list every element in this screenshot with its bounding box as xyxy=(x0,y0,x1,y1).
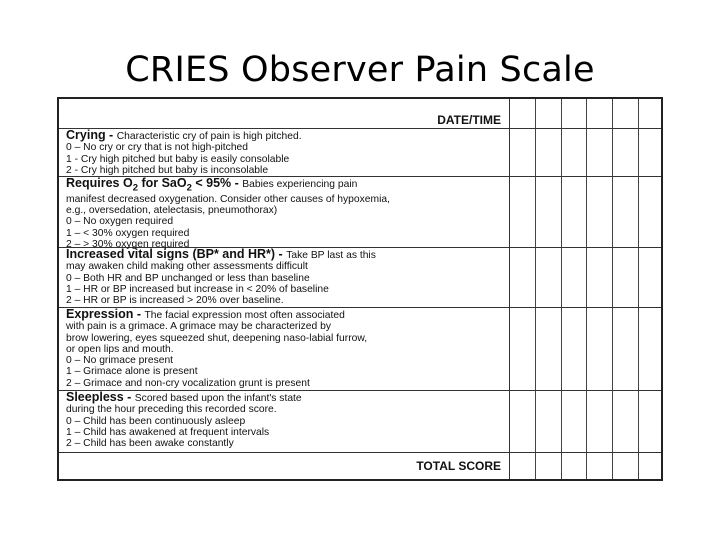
expression-description-line: brow lowering, eyes squeezed shut, deepening naso-labial furrow, xyxy=(66,332,368,344)
score-cell[interactable] xyxy=(613,391,639,452)
score-cell[interactable] xyxy=(562,391,587,452)
crying-description: Characteristic cry of pain is high pitched. xyxy=(116,131,302,142)
sleepless-heading-line xyxy=(66,392,509,404)
oxygen-score-1: 1 – < 30% oxygen required xyxy=(66,227,190,239)
expression-entry-cells xyxy=(510,308,661,390)
sleepless-description: Scored based upon the infant's state xyxy=(134,393,302,404)
sleepless-score-0: 0 – Child has been continuously asleep xyxy=(66,415,246,427)
total-score-cell[interactable] xyxy=(587,453,613,481)
score-cell[interactable] xyxy=(562,248,587,307)
score-column-6[interactable] xyxy=(639,99,663,128)
score-cell[interactable] xyxy=(587,308,613,390)
score-cell[interactable] xyxy=(639,177,663,247)
oxygen-description: Babies experiencing pain xyxy=(242,179,358,190)
vital-signs-heading-line xyxy=(66,249,509,261)
expression-row xyxy=(59,308,661,391)
score-cell[interactable] xyxy=(613,308,639,390)
expression-description-line: with pain is a grimace. A grimace may be characterized by xyxy=(66,321,331,333)
expression-heading-line xyxy=(66,309,509,321)
score-cell[interactable] xyxy=(536,177,562,247)
crying-row xyxy=(59,129,661,177)
vital-signs-description-line: may awaken child making other assessments difficult xyxy=(66,261,308,273)
sleepless-entry-cells xyxy=(510,391,661,452)
oxygen-criteria xyxy=(59,176,510,250)
crying-score-2: 2 - Cry high pitched but baby is inconsolable xyxy=(66,164,269,176)
score-cell[interactable] xyxy=(639,308,663,390)
score-cell[interactable] xyxy=(510,248,536,307)
crying-heading: Crying - xyxy=(66,128,117,142)
oxygen-row xyxy=(59,177,661,248)
total-score-cell[interactable] xyxy=(562,453,587,481)
score-cell[interactable] xyxy=(613,248,639,307)
score-cell[interactable] xyxy=(639,248,663,307)
oxygen-description-line: manifest decreased oxygenation. Consider other causes of hypoxemia, xyxy=(66,193,390,205)
score-cell[interactable] xyxy=(639,129,663,176)
score-cell[interactable] xyxy=(587,129,613,176)
score-cell[interactable] xyxy=(536,308,562,390)
crying-entry-cells xyxy=(510,129,661,176)
score-cell[interactable] xyxy=(613,129,639,176)
expression-description: The facial expression most often associated xyxy=(144,310,345,321)
expression-heading: Expression - xyxy=(66,307,145,321)
vital-signs-score-2: 2 – HR or BP is increased > 20% over baseline. xyxy=(66,295,284,307)
score-cell[interactable] xyxy=(613,177,639,247)
vital-signs-description: Take BP last as this xyxy=(286,250,376,261)
sleepless-heading: Sleepless - xyxy=(66,390,135,404)
date-time-label-cell xyxy=(59,99,510,128)
oxygen-score-2: 2 – > 30% oxygen required xyxy=(66,238,190,250)
oxygen-score-0: 0 – No oxygen required xyxy=(66,216,174,228)
score-cell[interactable] xyxy=(562,308,587,390)
vital-signs-row xyxy=(59,248,661,308)
crying-score-1: 1 - Cry high pitched but baby is easily consolable xyxy=(66,153,290,165)
oxygen-heading: Requires $O_2$ for SaO$_2$ < 95% - xyxy=(66,176,243,194)
vital-signs-score-1: 1 – HR or BP increased but increase in < 20% of baseline xyxy=(66,283,329,295)
vital-signs-heading: Increased vital signs (BP* and HR*) - xyxy=(66,247,287,261)
score-cell[interactable] xyxy=(510,308,536,390)
total-score-cell[interactable] xyxy=(613,453,639,481)
date-time-entry-cells xyxy=(510,99,661,128)
score-cell[interactable] xyxy=(536,391,562,452)
total-score-row xyxy=(59,453,661,481)
total-score-entry-cells xyxy=(510,453,661,481)
score-cell[interactable] xyxy=(510,129,536,176)
oxygen-entry-cells xyxy=(510,177,661,247)
oxygen-heading-line xyxy=(66,178,509,194)
score-cell[interactable] xyxy=(510,177,536,247)
total-score-label-cell xyxy=(59,453,510,481)
vital-signs-criteria xyxy=(59,248,510,307)
crying-criteria xyxy=(59,129,510,176)
score-cell[interactable] xyxy=(536,129,562,176)
total-score-cell[interactable] xyxy=(639,453,663,481)
sleepless-criteria xyxy=(59,391,510,452)
score-column-3[interactable] xyxy=(562,99,587,128)
date-time-row xyxy=(59,99,661,129)
score-cell[interactable] xyxy=(587,391,613,452)
score-cell[interactable] xyxy=(562,177,587,247)
total-score-label: TOTAL SCORE xyxy=(416,459,501,473)
crying-score-0: 0 – No cry or cry that is not high-pitched xyxy=(66,142,248,154)
score-column-2[interactable] xyxy=(536,99,562,128)
expression-criteria xyxy=(59,308,510,390)
score-cell[interactable] xyxy=(587,248,613,307)
score-column-1[interactable] xyxy=(510,99,536,128)
score-column-5[interactable] xyxy=(613,99,639,128)
sleepless-description-line: during the hour preceding this recorded score. xyxy=(66,404,277,416)
page-title: CRIES Observer Pain Scale xyxy=(125,50,595,90)
score-cell[interactable] xyxy=(562,129,587,176)
date-time-label: DATE/TIME xyxy=(437,113,501,127)
crying-heading-line xyxy=(66,130,509,142)
score-cell[interactable] xyxy=(536,248,562,307)
expression-score-1: 1 – Grimace alone is present xyxy=(66,366,198,378)
sleepless-score-2: 2 – Child has been awake constantly xyxy=(66,438,234,450)
vital-signs-score-0: 0 – Both HR and BP unchanged or less than baseline xyxy=(66,272,310,284)
total-score-cell[interactable] xyxy=(510,453,536,481)
score-cell[interactable] xyxy=(639,391,663,452)
score-column-4[interactable] xyxy=(587,99,613,128)
cries-score-form xyxy=(57,97,663,481)
score-cell[interactable] xyxy=(587,177,613,247)
oxygen-description-line: e.g., oversedation, atelectasis, pneumothorax) xyxy=(66,205,278,217)
sleepless-score-1: 1 – Child has awakened at frequent intervals xyxy=(66,426,270,438)
expression-score-2: 2 – Grimace and non-cry vocalization grunt is present xyxy=(66,377,310,389)
vital-signs-entry-cells xyxy=(510,248,661,307)
sleepless-row xyxy=(59,391,661,453)
score-cell[interactable] xyxy=(510,391,536,452)
total-score-cell[interactable] xyxy=(536,453,562,481)
expression-description-line: or open lips and mouth. xyxy=(66,343,174,355)
expression-score-0: 0 – No grimace present xyxy=(66,355,174,367)
